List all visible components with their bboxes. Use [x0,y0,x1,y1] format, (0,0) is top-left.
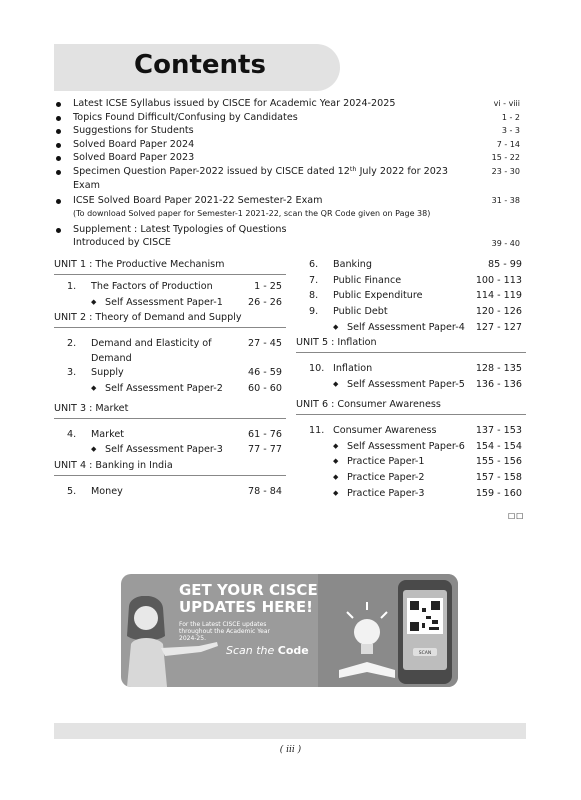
assessment-pages: 127 - 127 [475,321,522,333]
toc-item-text: Suggestions for Students [73,125,194,137]
chapter-number: 10. [309,363,325,375]
chapter-name: Public Finance [333,274,402,286]
toc-right-column [296,257,526,501]
chapter-pages: 78 - 84 [248,486,282,498]
chapter-pages: 27 - 45 [248,338,282,350]
unit-heading: UNIT 4 : Banking in India [54,458,286,476]
chapter-name: Public Debt [333,306,388,318]
diamond-bullet-icon: ◆ [333,457,339,466]
toc-item-note: (To download Solved paper for Semester-1 2021-22, scan the QR Code given on Page 38) [73,208,431,218]
chapter-name: Demand and Elasticity of Demand [91,338,212,365]
chapter-name: Public Expenditure [333,290,423,302]
practice-paper-name: Practice Paper-3 [347,487,425,499]
chapter-row[interactable] [54,279,286,295]
toc-item-text: Solved Board Paper 2024 [73,138,195,150]
title-banner [54,44,340,91]
toc-item-pages: 15 - 22 [491,153,520,163]
practice-paper-pages: 155 - 156 [475,456,522,468]
banner-headline-line2: UPDATES HERE! [179,598,314,616]
assessment-row[interactable] [54,295,286,311]
practice-paper-name: Practice Paper-1 [347,456,425,468]
toc-item-pages: 3 - 3 [501,126,520,136]
chapter-pages: 128 - 135 [475,363,522,375]
banner-headline [179,582,318,616]
chapter-row[interactable] [296,361,526,377]
chapter-row[interactable] [296,423,526,439]
toc-left-column [54,257,286,500]
page-number: ( iii ) [279,745,302,755]
toc-item-text [73,223,478,250]
page-title: Contents [134,50,266,80]
bullet-icon [56,156,61,161]
phone-scan-button-label: SCAN [418,651,432,656]
toc-item-pages: 39 - 40 [491,238,520,248]
assessment-pages: 77 - 77 [248,444,282,456]
toc-item-title-line2: Introduced by CISCE [73,237,171,249]
chapter-row[interactable] [296,257,526,273]
unit-heading: UNIT 6 : Consumer Awareness [296,397,526,415]
chapter-number: 9. [309,306,319,318]
assessment-name: Self Assessment Paper-6 [347,440,465,452]
scan-label-prefix: Scan the [226,644,275,657]
toc-item-pages: vi - viii [493,99,520,108]
chapter-pages: 100 - 113 [475,274,522,286]
toc-item[interactable] [54,97,526,111]
diamond-bullet-icon: ◆ [333,472,339,481]
practice-paper-row[interactable] [296,470,526,486]
chapter-row[interactable] [54,365,286,381]
chapter-name: Consumer Awareness [333,424,437,436]
chapter-number: 7. [309,274,319,286]
toc-item[interactable] [54,194,526,219]
toc-item-pages: 31 - 38 [491,196,520,206]
toc-item-text [73,165,478,192]
toc-item-text-part: Specimen Question Paper-2022 issued by CISCE dated 12 [73,165,350,177]
practice-paper-pages: 159 - 160 [475,487,522,499]
practice-paper-pages: 157 - 158 [475,471,522,483]
banner-headline-line1: GET YOUR CISCE [179,581,318,599]
banner-subtext: For the Latest CISCE updates throughout the Academic Year 2024-25. [179,621,270,643]
chapter-number: 4. [67,428,77,440]
bullet-icon [56,199,61,204]
assessment-row[interactable] [54,381,286,397]
chapter-row[interactable] [54,427,286,443]
toc-item-pages: 1 - 2 [501,112,520,122]
unit-heading: UNIT 2 : Theory of Demand and Supply [54,310,286,328]
chapter-name: Banking [333,259,372,270]
diamond-bullet-icon: ◆ [91,384,97,393]
toc-item-text-part: July 2022 for 2023 Exam [73,165,449,191]
unit-heading: UNIT 5 : Inflation [296,335,526,353]
unit-heading: UNIT 1 : The Productive Mechanism [54,257,286,275]
assessment-name: Self Assessment Paper-4 [347,321,465,333]
assessment-pages: 154 - 154 [475,440,522,452]
phone-qr-illustration [396,578,454,686]
chapter-pages: 1 - 25 [254,281,282,292]
chapter-number: 11. [309,424,325,436]
chapter-name: The Factors of Production [91,281,213,292]
toc-item[interactable] [54,165,526,192]
chapter-number: 2. [67,338,77,350]
chapter-pages: 46 - 59 [248,367,282,379]
chapter-pages: 114 - 119 [475,290,522,302]
toc-item-text: Topics Found Difficult/Confusing by Candidates [73,111,298,123]
chapter-pages: 120 - 126 [475,306,522,318]
assessment-name: Self Assessment Paper-5 [347,379,465,391]
diamond-bullet-icon: ◆ [333,380,339,389]
toc-item-title: ICSE Solved Board Paper 2021-22 Semester-2 Exam [73,195,323,207]
assessment-pages: 26 - 26 [248,296,282,308]
bullet-icon [56,102,61,107]
chapter-row[interactable] [54,336,286,365]
assessment-name: Self Assessment Paper-1 [105,296,223,308]
assessment-row[interactable] [296,377,526,393]
chapter-name: Market [91,428,124,440]
assessment-name: Self Assessment Paper-2 [105,383,223,395]
scan-label-bold: Code [277,644,309,657]
toc-item[interactable] [54,111,526,125]
scan-the-code-label [226,644,309,657]
end-marks: ☐☐ [508,512,525,521]
toc-item[interactable] [54,138,526,152]
toc-item[interactable] [54,124,526,138]
bullet-icon [56,116,61,121]
cisce-updates-banner[interactable] [121,574,458,687]
toc-item[interactable] [54,223,526,250]
toc-item-pages: 23 - 30 [491,166,520,176]
chapter-row[interactable] [296,273,526,289]
chapter-number: 5. [67,486,77,498]
chapter-number: 1. [67,281,77,292]
chapter-pages: 61 - 76 [248,428,282,440]
chapter-pages: 137 - 153 [475,424,522,436]
chapter-row[interactable] [296,288,526,304]
chapter-row[interactable] [54,484,286,500]
toc-item-text: Latest ICSE Syllabus issued by CISCE for Academic Year 2024-2025 [73,98,396,109]
toc-item-title: Supplement : Latest Typologies of Questions [73,223,287,235]
assessment-pages: 60 - 60 [248,383,282,395]
bullet-icon [56,228,61,233]
practice-paper-row[interactable] [296,486,526,502]
chapter-number: 6. [309,259,319,270]
chapter-number: 8. [309,290,319,302]
chapter-pages: 85 - 99 [488,259,522,270]
chapter-name: Inflation [333,363,373,375]
diamond-bullet-icon: ◆ [333,441,339,450]
diamond-bullet-icon: ◆ [333,488,339,497]
chapter-number: 3. [67,367,77,379]
diamond-bullet-icon: ◆ [91,297,97,306]
assessment-row[interactable] [296,320,526,336]
chapter-row[interactable] [296,304,526,320]
assessment-name: Self Assessment Paper-3 [105,444,223,456]
bullet-icon [56,143,61,148]
lightbulb-book-illustration [339,600,395,682]
assessment-row[interactable] [296,439,526,455]
toc-top-list [54,97,526,250]
chapter-name: Money [91,486,123,498]
diamond-bullet-icon: ◆ [333,322,339,331]
chapter-name: Supply [91,367,124,379]
footer-band [54,723,526,739]
ordinal-suffix: th [349,164,357,173]
toc-item[interactable] [54,151,526,165]
bullet-icon [56,170,61,175]
toc-item-pages: 7 - 14 [496,139,520,149]
toc-item-text [73,194,478,219]
practice-paper-name: Practice Paper-2 [347,471,425,483]
bullet-icon [56,129,61,134]
practice-paper-row[interactable] [296,454,526,470]
diamond-bullet-icon: ◆ [91,445,97,454]
assessment-pages: 136 - 136 [475,379,522,391]
toc-item-text: Solved Board Paper 2023 [73,152,195,164]
assessment-row[interactable] [54,442,286,458]
unit-heading: UNIT 3 : Market [54,401,286,419]
